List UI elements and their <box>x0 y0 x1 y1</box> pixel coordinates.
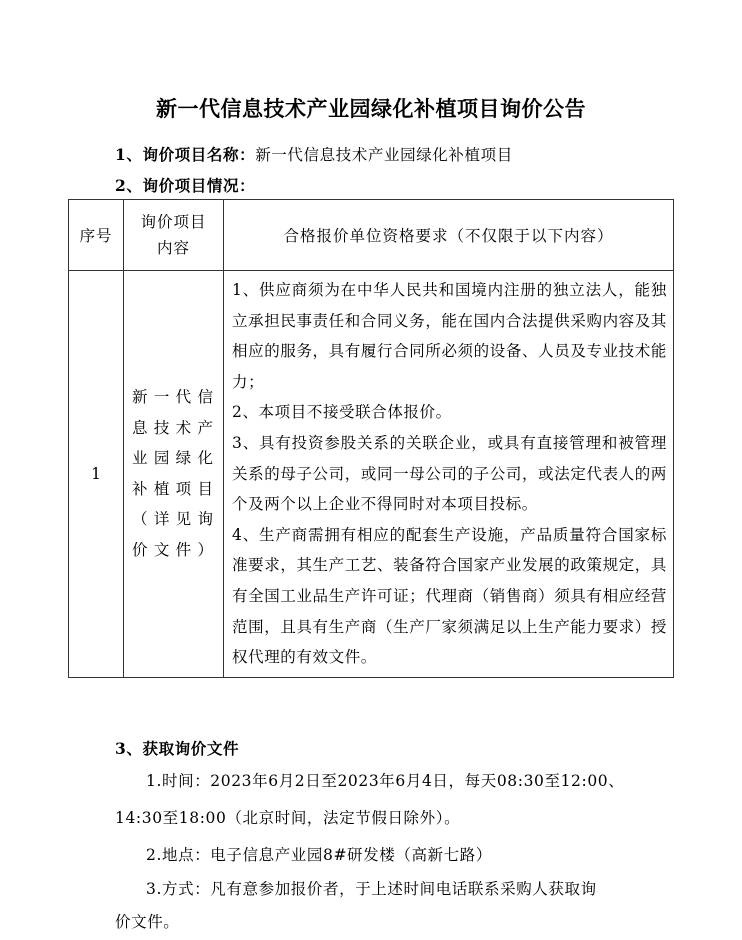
obtain-documents-heading: 3、获取询价文件 <box>115 739 240 758</box>
table-row <box>69 271 674 678</box>
time-line-2: 14:30至18:00（北京时间，法定节假日除外）。 <box>115 809 461 827</box>
table-header-row <box>69 200 674 271</box>
header-no: 序号 <box>69 200 124 271</box>
project-name-value: 新一代信息技术产业园绿化补植项目 <box>255 146 513 164</box>
method-line-1: 3.方式：凡有意参加报价者，于上述时间电话联系采购人获取询 <box>146 880 597 898</box>
row-no: 1 <box>69 271 124 678</box>
requirement-item: 2、本项目不接受联合体报价。 <box>232 403 452 422</box>
requirement-item: 1、供应商须为在中华人民共和国境内注册的独立法人，能独立承担民事责任和合同义务，能在国内合法提供采购内容及其相应的服务，具有履行合同所必须的设备、人员及专业技术能力； <box>232 281 667 391</box>
row-requirements <box>224 271 674 678</box>
header-requirements: 合格报价单位资格要求（不仅限于以下内容） <box>224 200 674 271</box>
project-situation-heading: 2、询价项目情况： <box>115 176 256 195</box>
row-item: 新一代信息技术产业园绿化补植项目（详见询价文件） <box>124 271 224 678</box>
requirement-item: 4、生产商需拥有相应的配套生产设施，产品质量符合国家标准要求，其生产工艺、装备符合国家产业发展的政策规定，具有全国工业品生产许可证；代理商（销售商）须具有相应经营范围，且具有生产商（生产厂家须满足以上生产能力要求）授权代理的有效文件。 <box>232 525 667 667</box>
requirements-table <box>68 199 674 678</box>
time-line-1: 1.时间：2023年6月2日至2023年6月4日，每天08:30至12:00、 <box>146 772 625 790</box>
header-item: 询价项目内容 <box>124 200 224 271</box>
method-line-2: 价文件。 <box>115 913 180 931</box>
location-line: 2.地点：电子信息产业园8#研发楼（高新七路） <box>146 846 492 864</box>
requirement-item: 3、具有投资参股关系的关联企业，或具有直接管理和被管理关系的母子公司，或同一母公司的子公司，或法定代表人的两个及两个以上企业不得同时对本项目投标。 <box>232 433 667 514</box>
project-name-line <box>115 143 513 165</box>
page-title: 新一代信息技术产业园绿化补植项目询价公告 <box>156 96 586 121</box>
project-name-label: 1、询价项目名称： <box>115 145 256 164</box>
